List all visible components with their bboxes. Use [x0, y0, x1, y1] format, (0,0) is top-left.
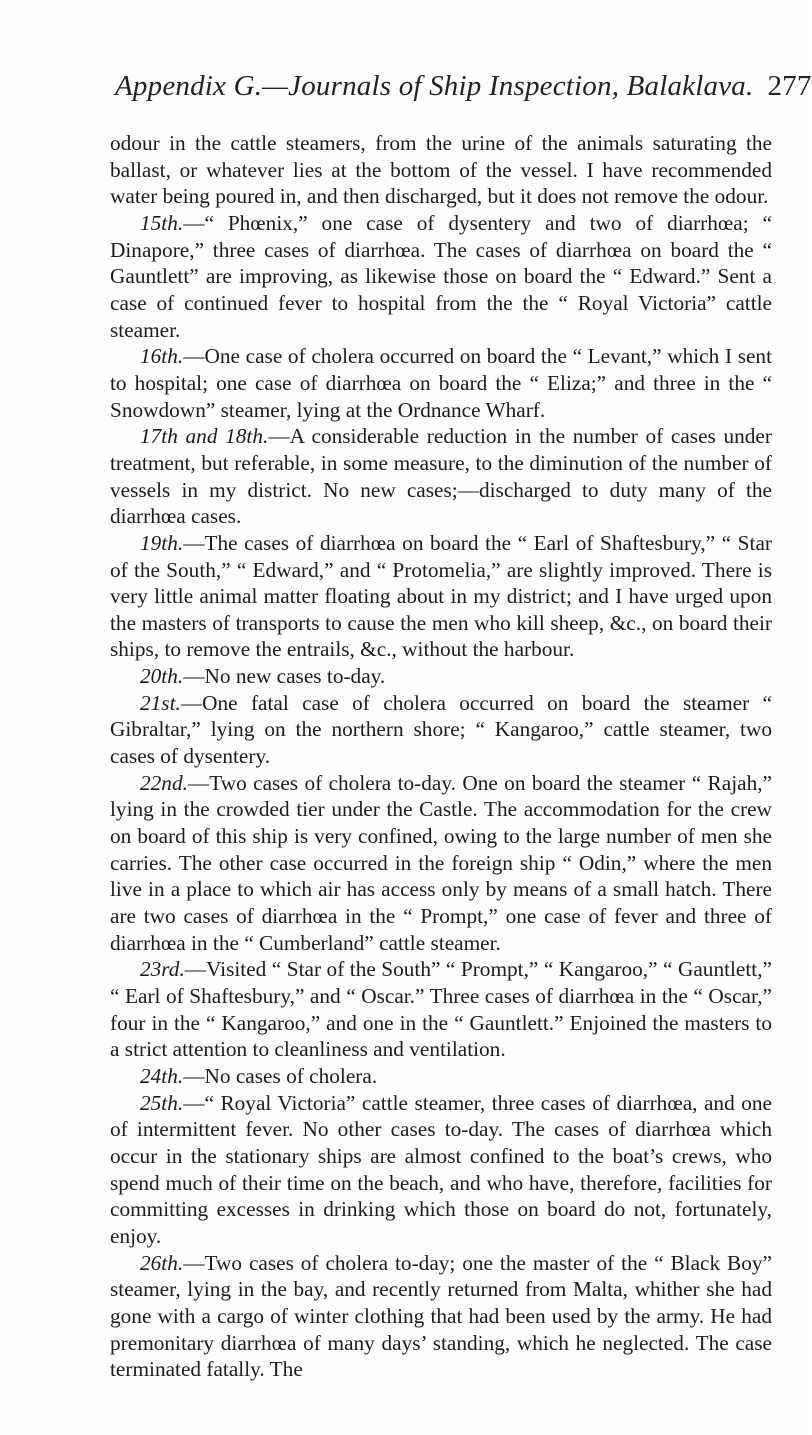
journal-entry-20th: [110, 663, 772, 690]
entry-date: 15th.: [140, 210, 184, 235]
journal-entry-15th: [110, 210, 772, 343]
entry-date: 16th.: [140, 344, 184, 369]
journal-entry-23rd: [110, 956, 772, 1063]
entry-text: —No new cases to-day.: [183, 664, 386, 689]
entry-date: 21st.: [140, 690, 181, 715]
entry-text: —One fatal case of cholera occurred on board the steamer “ Gibraltar,” lying on the northern shore; “ Kangaroo,” cattle steamer, two cases of dysentery.: [110, 690, 772, 769]
entry-date: 20th.: [140, 664, 184, 689]
running-header: [115, 70, 812, 103]
journal-entry-25th: [110, 1090, 772, 1250]
entry-date: 24th.: [140, 1063, 184, 1088]
entry-text: —The cases of diarrhœa on board the “ Earl of Shaftesbury,” “ Star of the South,” “ Edward,” and “ Protomelia,” are slightly improved. There is very little animal matter floating about in my district; and I have urged upon the masters of transports to cause the men who kill sheep, &c., on board their ships, to remove the entrails, &c., without the harbour.: [110, 530, 772, 662]
entry-date: 23rd.: [140, 957, 185, 982]
entry-date: 19th.: [140, 530, 184, 555]
entry-date: 26th.: [140, 1250, 184, 1275]
entry-text: —“ Royal Victoria” cattle steamer, three cases of diarrhœa, and one of intermittent fever. No other cases to-day. The cases of diarrhœa which occur in the stationary ships are almost confined to the boat’s crews, who spend much of their time on the beach, and who have, therefore, facilities for committing excesses in drinking which those on board do not, fortunately, enjoy.: [110, 1090, 772, 1248]
entry-text: —A considerable reduction in the number of cases under treatment, but referable, in some measure, to the diminution of the number of vessels in my district. No new cases;—discharged to duty many of the diarrhœa cases.: [110, 424, 772, 529]
entry-date: 17th and 18th.: [140, 424, 269, 449]
header-title: Appendix G.—Journals of Ship Inspection, Balaklava.: [115, 70, 754, 102]
entry-text: —Visited “ Star of the South” “ Prompt,” “ Kangaroo,” “ Gauntlett,” “ Earl of Shaftesbury,” and “ Oscar.” Three cases of diarrhœa in the “ Oscar,” four in the “ Kangaroo,” and one in the “ Gauntlett.” Enjoined the masters to a strict attention to cleanliness and ventilation.: [110, 957, 772, 1062]
journal-entry-16th: [110, 343, 772, 423]
entry-date: 22nd.: [140, 770, 188, 795]
entry-text: —Two cases of cholera to-day. One on board the steamer “ Rajah,” lying in the crowded tier under the Castle. The accommodation for the crew on board of this ship is very confined, owing to the large number of men she carries. The other case occurred in the foreign ship “ Odin,” where the men live in a place to which air has access only by means of a small hatch. There are two cases of diarrhœa in the “ Prompt,” one case of fever and three of diarrhœa in the “ Cumberland” cattle steamer.: [110, 770, 772, 955]
journal-entry-17th-18th: [110, 423, 772, 530]
body-text: [110, 130, 772, 1383]
paragraph-text: odour in the cattle steamers, from the urine of the animals saturating the ballast, or whatever lies at the bottom of the vessel. I have recommended water being poured in, and then discharged, but it does not remove the odour.: [110, 131, 772, 209]
journal-entry-19th: [110, 530, 772, 663]
entry-text: —“ Phœnix,” one case of dysentery and two of diarrhœa; “ Dinapore,” three cases of diarrhœa. The cases of diarrhœa on board the “ Gauntlett” are improving, as likewise those on board the “ Edward.” Sent a case of continued fever to hospital from the the “ Royal Victoria” cattle steamer.: [110, 210, 772, 342]
journal-entry-22nd: [110, 770, 772, 957]
journal-entry-26th: [110, 1250, 772, 1383]
journal-entry-24th: [110, 1063, 772, 1090]
entry-text: —No cases of cholera.: [183, 1063, 378, 1088]
journal-entry-21st: [110, 690, 772, 770]
page-number: 277: [767, 70, 812, 102]
entry-date: 25th.: [140, 1090, 184, 1115]
paragraph-continuation: [110, 130, 772, 210]
entry-text: —Two cases of cholera to-day; one the master of the “ Black Boy” steamer, lying in the bay, and recently returned from Malta, whither she had gone with a cargo of winter clothing that had been used by the army. He had premonitary diarrhœa of many days’ standing, which he neglected. The case terminated fatally. The: [110, 1250, 772, 1382]
entry-text: —One case of cholera occurred on board the “ Levant,” which I sent to hospital; one case of diarrhœa on board the “ Eliza;” and three in the “ Snowdown” steamer, lying at the Ordnance Wharf.: [110, 344, 772, 422]
